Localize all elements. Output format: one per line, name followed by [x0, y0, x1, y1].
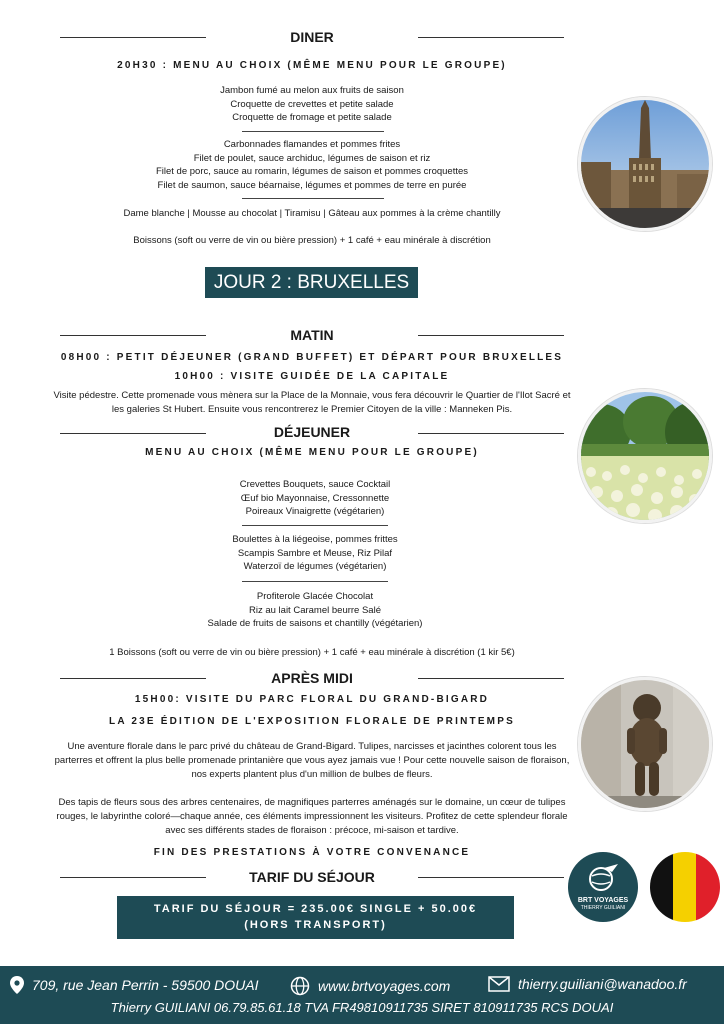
- menu-item: Jambon fumé au melon aux fruits de saison: [220, 85, 404, 96]
- divider: [418, 877, 564, 878]
- menu-item: Filet de poulet, sauce archiduc, légumes de saison et riz: [193, 152, 431, 164]
- footer-email[interactable]: [488, 976, 687, 992]
- divider: [418, 335, 564, 336]
- website-link[interactable]: www.brtvoyages.com: [318, 978, 451, 994]
- globe-plane-icon: [586, 862, 620, 892]
- divider: [60, 335, 206, 336]
- menu-item: Salade de fruits de saisons et chantilly (végétarien): [207, 618, 423, 630]
- price-note: (HORS TRANSPORT): [244, 919, 387, 931]
- matin-description: Visite pédestre. Cette promenade vous mènera sur la Place de la Monnaie, vous fera découvrir le Quartier de l'Ilot Sacré et les galeries St Hubert. Ensuite vous rencontrerez le Premier Citoyen de la ville : Manneken Pis.: [53, 390, 571, 415]
- footer: [0, 966, 724, 1024]
- menu-item: Carbonnades flamandes et pommes frites: [223, 139, 401, 150]
- divider: [418, 433, 564, 434]
- menu-item: Croquette de fromage et petite salade: [232, 112, 392, 124]
- section-title-tarif: TARIF DU SÉJOUR: [249, 869, 375, 885]
- dejeuner-subtitle: MENU AU CHOIX (MÊME MENU POUR LE GROUPE): [145, 447, 479, 458]
- diner-desserts: Dame blanche | Mousse au chocolat | Tiramisu | Gâteau aux pommes à la crème chantilly: [123, 208, 501, 219]
- logo-subtitle: THIERRY GUILIANI: [580, 905, 626, 911]
- diner-entrees: [90, 84, 534, 125]
- menu-item: Riz au lait Caramel beurre Salé: [248, 604, 381, 616]
- menu-item: Œuf bio Mayonnaise, Cressonnette: [240, 492, 390, 504]
- diner-boissons: Boissons (soft ou verre de vin ou bière pression) + 1 café + eau minérale à discrétion: [133, 235, 491, 246]
- divider: [60, 678, 206, 679]
- logo-name: BRT VOYAGES: [577, 897, 629, 904]
- menu-item: Crevettes Bouquets, sauce Cocktail: [239, 479, 391, 490]
- location-pin-icon: [10, 976, 24, 994]
- section-title-diner: DINER: [290, 29, 334, 45]
- dejeuner-desserts: [140, 590, 490, 631]
- apres-midi-line2: LA 23E ÉDITION DE L'EXPOSITION FLORALE DE PRINTEMPS: [109, 716, 515, 727]
- divider: [60, 877, 206, 878]
- belgium-flag-icon: [650, 852, 720, 922]
- mail-icon: [488, 976, 510, 992]
- menu-item: Croquette de crevettes et petite salade: [230, 98, 394, 110]
- section-title-matin: MATIN: [290, 327, 334, 343]
- divider: [60, 37, 206, 38]
- divider: [242, 198, 384, 199]
- email-link[interactable]: thierry.guiliani@wanadoo.fr: [518, 976, 687, 992]
- menu-item: Boulettes à la liégeoise, pommes frittes: [232, 534, 398, 545]
- divider: [418, 37, 564, 38]
- diner-subtitle: 20H30 : MENU AU CHOIX (MÊME MENU POUR LE GROUPE): [117, 60, 507, 71]
- divider: [418, 678, 564, 679]
- apres-midi-line1: 15H00: VISITE DU PARC FLORAL DU GRAND-BIGARD: [134, 694, 490, 705]
- diner-plats: [70, 138, 554, 192]
- price-box: [117, 896, 514, 939]
- matin-line1: 08H00 : PETIT DÉJEUNER (GRAND BUFFET) ET DÉPART POUR BRUXELLES: [60, 352, 564, 363]
- dejeuner-boissons: 1 Boissons (soft ou verre de vin ou bière pression) + 1 café + eau minérale à discrétion (1 kir 5€): [109, 647, 515, 658]
- dejeuner-plats: [140, 533, 490, 574]
- menu-item: Waterzoï de légumes (végétarien): [243, 561, 387, 573]
- menu-item: Poireaux Vinaigrette (végétarien): [245, 506, 385, 518]
- tulip-park-photo: [578, 389, 712, 523]
- menu-item: Profiterole Glacée Chocolat: [256, 591, 374, 602]
- section-title-apres-midi: APRÈS MIDI: [271, 670, 353, 686]
- day-title: JOUR 2 : BRUXELLES: [205, 267, 418, 298]
- address-text: 709, rue Jean Perrin - 59500 DOUAI: [32, 977, 259, 993]
- apres-midi-paragraph-1: Une aventure florale dans le parc privé du château de Grand-Bigard. Tulipes, narcisses et jacinthes colorent tous les parterres et offrent la plus belle promenade printanière que vous ayez jamais vue ! Pour cette nouvelle saison de floraison, nos experts plantent plus d'un million de bulbes de fleurs.: [54, 741, 570, 780]
- section-title-dejeuner: DÉJEUNER: [273, 424, 351, 440]
- grand-place-photo: [578, 97, 712, 231]
- divider: [242, 525, 388, 526]
- globe-icon: [290, 976, 310, 996]
- footer-website[interactable]: [290, 976, 450, 996]
- legal-info: Thierry GUILIANI 06.79.85.61.18 TVA FR49810911735 SIRET 810911735 RCS DOUAI: [110, 1000, 614, 1015]
- matin-line2: 10H00 : VISITE GUIDÉE DE LA CAPITALE: [174, 371, 450, 382]
- price-line: TARIF DU SÉJOUR = 235.00€ SINGLE + 50.00€: [153, 903, 478, 915]
- menu-item: Filet de porc, sauce au romarin, légumes de saison et pommes croquettes: [155, 166, 469, 178]
- fin-prestations: FIN DES PRESTATIONS À VOTRE CONVENANCE: [153, 847, 471, 858]
- brt-voyages-logo: [568, 852, 638, 922]
- dejeuner-entrees: [140, 478, 490, 519]
- manneken-pis-photo: [578, 677, 712, 811]
- menu-item: Filet de saumon, sauce béarnaise, légumes et pommes de terre en purée: [157, 179, 467, 191]
- divider: [242, 131, 384, 132]
- apres-midi-paragraph-2: Des tapis de fleurs sous des arbres centenaires, de magnifiques parterres aménagés sur le domaine, un cœur de tulipes rouges, le labyrinthe coloré—chaque année, ces éléments impressionnent les visiteurs. Profitez de cette splendeur florale avec ses différents stades de floraison : précoce, mi-saison et tardive.: [56, 797, 568, 836]
- menu-item: Scampis Sambre et Meuse, Riz Pilaf: [237, 547, 393, 559]
- divider: [60, 433, 206, 434]
- divider: [242, 581, 388, 582]
- footer-address: [10, 976, 258, 994]
